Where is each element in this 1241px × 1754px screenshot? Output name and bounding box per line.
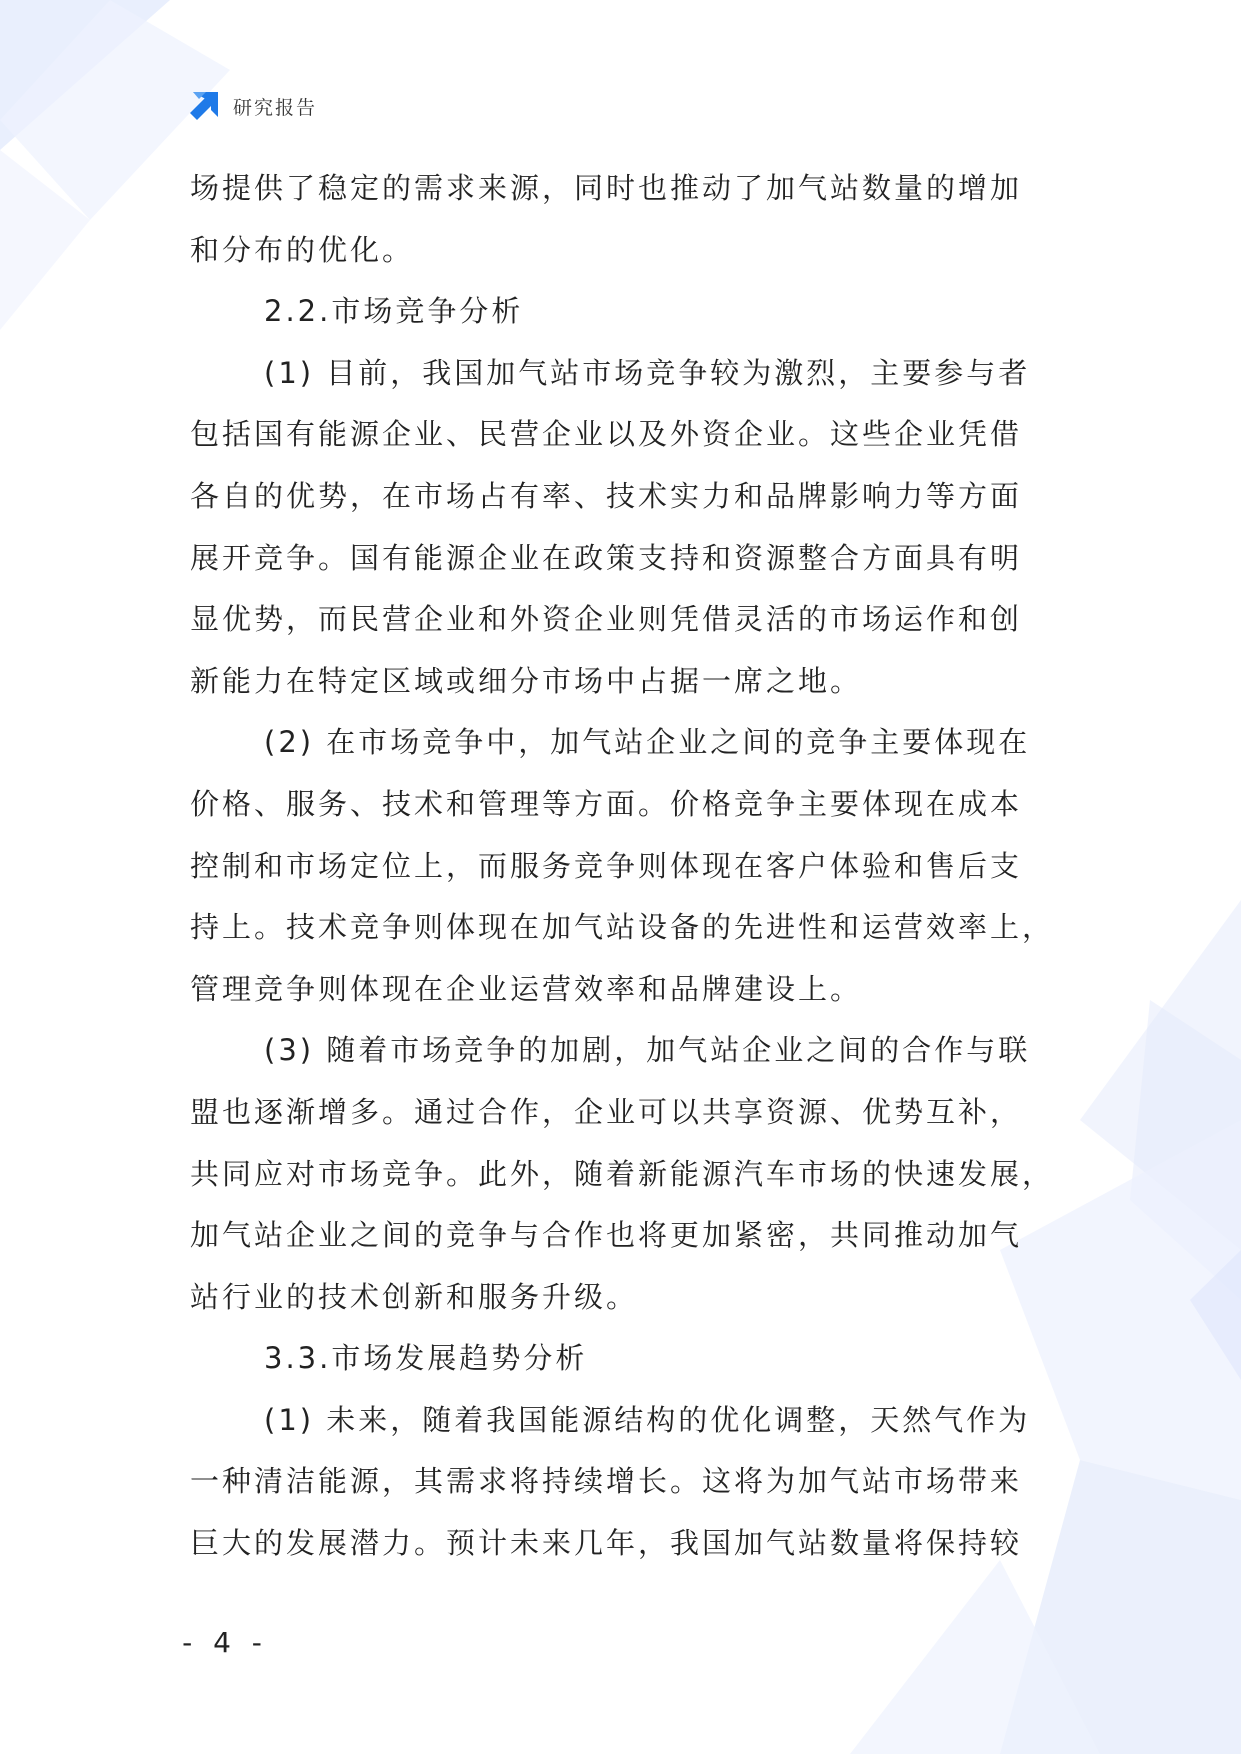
text-line: 展开竞争。国有能源企业在政策支持和资源整合方面具有明 [190,540,1023,575]
page-number: - 4 - [182,1626,268,1659]
arrow-logo-icon [187,89,221,123]
text-line: 站行业的技术创新和服务升级。 [190,1279,639,1314]
text-line: 场提供了稳定的需求来源，同时也推动了加气站数量的增加 [190,171,1023,205]
text-line: (2) 在市场竞争中，加气站企业之间的竞争主要体现在 [264,725,1031,760]
header-title: 研究报告 [233,96,318,119]
text-line: 2.2.市场竞争分析 [264,294,524,329]
text-line: 共同应对市场竞争。此外，随着新能源汽车市场的快速发展， [190,1156,1055,1191]
text-line: 一种清洁能源，其需求将持续增长。这将为加气站市场带来 [190,1464,1023,1499]
text-line: 和分布的优化。 [190,232,415,267]
body-text [190,158,1055,1575]
text-line: 各自的优势，在市场占有率、技术实力和品牌影响力等方面 [190,478,1023,513]
text-line: 巨大的发展潜力。预计未来几年，我国加气站数量将保持较 [190,1526,1023,1561]
text-line: (1) 未来，随着我国能源结构的优化调整，天然气作为 [264,1402,1031,1437]
page-header [187,88,317,124]
text-line: 加气站企业之间的竞争与合作也将更加紧密，共同推动加气 [190,1218,1023,1253]
text-line: 管理竞争则体现在企业运营效率和品牌建设上。 [190,971,863,1006]
text-line: 包括国有能源企业、民营企业以及外资企业。这些企业凭借 [190,417,1023,452]
text-line: 新能力在特定区域或细分市场中占据一席之地。 [190,663,863,698]
text-line: 持上。技术竞争则体现在加气站设备的先进性和运营效率上， [190,910,1055,945]
text-line: 价格、服务、技术和管理等方面。价格竞争主要体现在成本 [190,786,1023,821]
text-line: (1) 目前，我国加气站市场竞争较为激烈，主要参与者 [264,355,1031,390]
text-line: (3) 随着市场竞争的加剧，加气站企业之间的合作与联 [264,1033,1031,1068]
text-line: 3.3.市场发展趋势分析 [264,1341,588,1376]
text-line: 显优势，而民营企业和外资企业则凭借灵活的市场运作和创 [190,602,1023,637]
text-line: 盟也逐渐增多。通过合作，企业可以共享资源、优势互补， [190,1094,1023,1129]
text-line: 控制和市场定位上，而服务竞争则体现在客户体验和售后支 [190,848,1023,883]
